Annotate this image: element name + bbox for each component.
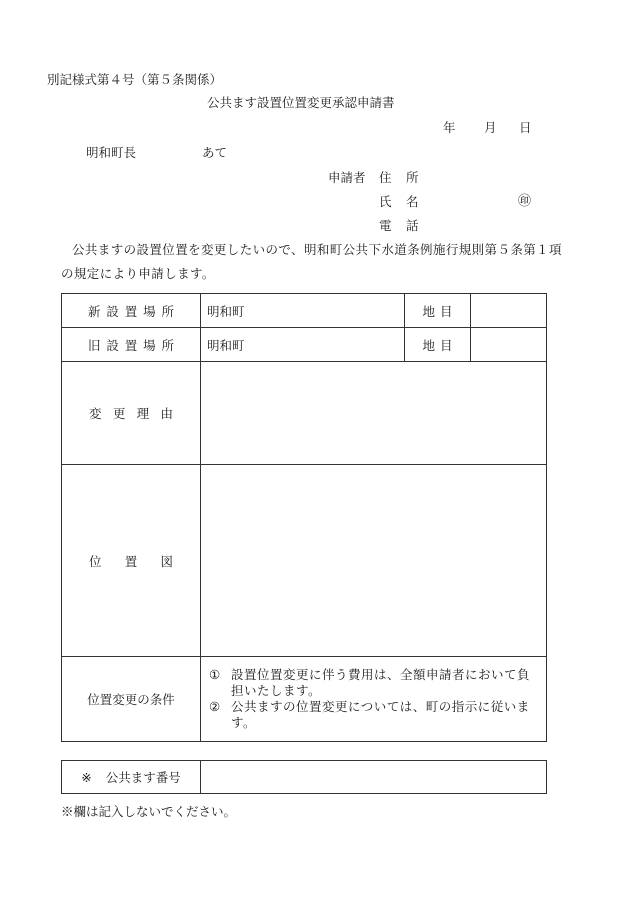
condition-2-text: 公共ますの位置変更については、町の指示に従います。 [231, 699, 530, 730]
form-number: 別記様式第４号（第５条関係） [47, 72, 223, 87]
new-location-row [62, 294, 547, 328]
old-location-value[interactable]: 明和町 [201, 328, 405, 362]
condition-2-number: ② [209, 699, 221, 714]
applicant-name-label: 氏 名 [379, 194, 420, 209]
conditions-cell [201, 657, 547, 742]
reason-row [62, 362, 547, 465]
reason-label: 変 更 理 由 [89, 406, 173, 421]
old-location-chimoku-label: 地 目 [422, 337, 453, 353]
conditions-row [62, 657, 547, 742]
seal-mark: ㊞ [518, 194, 532, 209]
masu-number-label: 公共ます番号 [105, 770, 181, 785]
condition-1-number: ① [209, 667, 221, 682]
new-location-chimoku-cell [405, 294, 471, 328]
map-label: 位 置 図 [89, 553, 173, 569]
old-location-label: 旧 設 置 場 所 [88, 337, 174, 353]
footnote: ※欄は記入しないでください。 [61, 804, 237, 819]
new-location-label: 新 設 置 場 所 [88, 303, 174, 319]
condition-1-text: 設置位置変更に伴う費用は、全額申請者において負担いたします。 [231, 667, 531, 698]
document-title: 公共ます設置位置変更承認申請書 [207, 95, 395, 110]
old-location-label-cell [62, 328, 201, 362]
new-location-chimoku-value[interactable] [471, 294, 547, 328]
date-month: 月 [484, 120, 497, 135]
addressee-suffix: あて [202, 145, 228, 160]
new-location-chimoku-label: 地 目 [422, 303, 453, 319]
new-location-label-cell [62, 294, 201, 328]
map-label-cell [62, 465, 201, 657]
reason-label-cell [62, 362, 201, 465]
body-text-line1: 公共ますの設置位置を変更したいので、明和町公共下水道条例施行規則第５条第１項 [72, 242, 562, 257]
conditions-label: 位置変更の条件 [62, 657, 201, 742]
addressee-name: 明和町長 [86, 145, 137, 160]
masu-number-table [61, 760, 547, 794]
body-text-line2: の規定により申請します。 [61, 266, 215, 281]
masu-number-value[interactable] [201, 761, 547, 794]
masu-number-row [62, 761, 547, 794]
date-day: 日 [519, 120, 532, 135]
applicant-address-label: 住 所 [379, 170, 420, 185]
masu-number-label-cell [62, 761, 201, 794]
application-table [61, 293, 547, 742]
masu-number-mark: ※ [81, 770, 92, 785]
reason-value[interactable] [201, 362, 547, 465]
applicant-label: 申請者 [328, 170, 366, 185]
applicant-phone-label: 電 話 [379, 218, 420, 233]
old-location-row [62, 328, 547, 362]
condition-item [209, 699, 540, 731]
date-year: 年 [443, 120, 456, 135]
condition-item [209, 667, 540, 699]
old-location-chimoku-cell [405, 328, 471, 362]
old-location-chimoku-value[interactable] [471, 328, 547, 362]
map-row [62, 465, 547, 657]
new-location-value[interactable]: 明和町 [201, 294, 405, 328]
map-area[interactable] [201, 465, 547, 657]
